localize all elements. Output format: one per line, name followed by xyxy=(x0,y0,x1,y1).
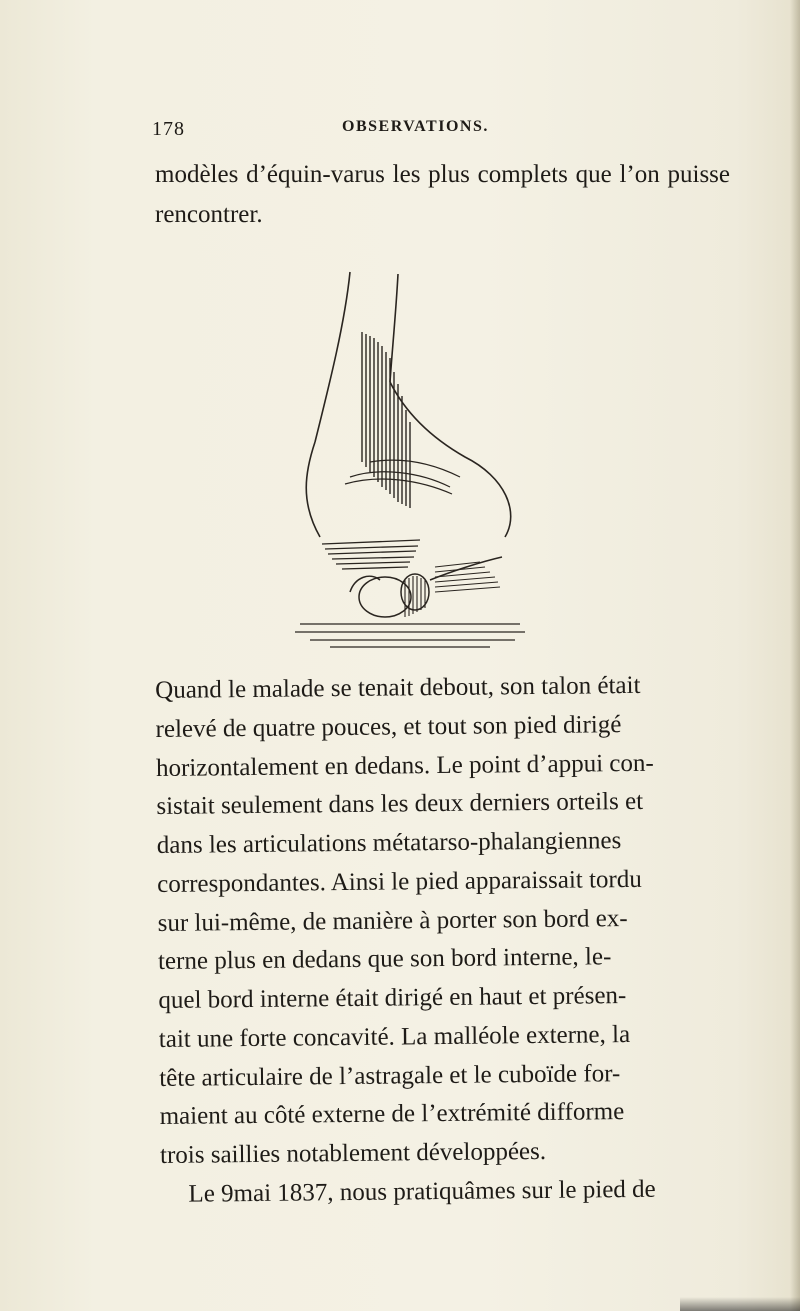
paragraph-line: sur lui-même, de manière à porter son bord ex- xyxy=(157,904,628,937)
paragraph-line: relevé de quatre pouces, et tout son pied dirigé xyxy=(155,710,622,743)
top-paragraph: modèles d’équin-varus les plus complets que l’on puisse rencontrer. xyxy=(155,161,730,228)
page-corner-shadow xyxy=(680,1297,800,1311)
page-number: 178 xyxy=(152,118,185,140)
paragraph-line: maient au côté externe de l’extrémité difforme xyxy=(159,1098,625,1131)
running-head-title: OBSERVATIONS. xyxy=(342,118,489,135)
clubfoot-engraving-icon xyxy=(290,262,530,662)
main-paragraph xyxy=(155,666,736,1214)
paragraph-line: tête articulaire de l’astragale et le cuboïde for- xyxy=(159,1059,621,1092)
paragraph-line: dans les articulations métatarso-phalangiennes xyxy=(156,827,622,859)
paragraph-line: terne plus en dedans que son bord interne, le- xyxy=(157,943,612,976)
paragraph-line: tait une forte concavité. La malléole externe, la xyxy=(158,1020,631,1053)
paragraph-line: quel bord interne était dirigé en haut et présen- xyxy=(158,982,627,1014)
paragraph-line: horizontalement en dedans. Le point d’appui con- xyxy=(155,749,654,782)
page-edge-shadow xyxy=(790,0,800,1311)
paragraph-line: Le 9mai 1837, nous pratiquâmes sur le pied de xyxy=(188,1175,656,1208)
paragraph-line: trois saillies notablement développées. xyxy=(159,1137,547,1169)
paragraph-line: correspondantes. Ainsi le pied apparaissait tordu xyxy=(157,865,642,898)
paragraph-line: sistait seulement dans les deux derniers orteils et xyxy=(156,788,644,821)
paragraph-line: Quand le malade se tenait debout, son talon était xyxy=(155,671,641,704)
